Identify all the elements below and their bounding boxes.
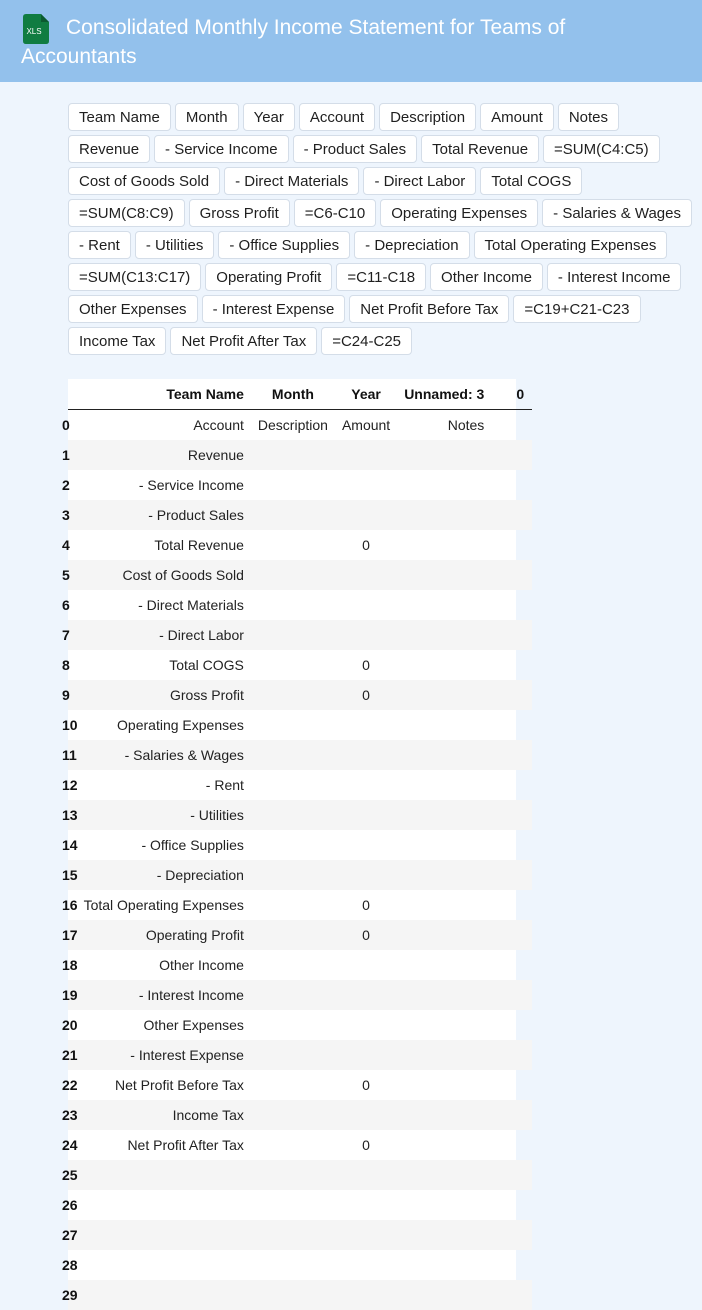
table-cell: 0 [336, 530, 398, 560]
row-index-label: 21 [62, 1047, 78, 1063]
table-cell [398, 800, 510, 830]
row-index-label: 14 [62, 837, 78, 853]
table-cell [510, 470, 532, 500]
table-cell [510, 1100, 532, 1130]
table-cell [252, 1190, 336, 1220]
table-cell: - Depreciation [78, 860, 252, 890]
table-row [68, 1070, 532, 1100]
table-cell [398, 1070, 510, 1100]
table-cell [252, 1070, 336, 1100]
table-cell [398, 890, 510, 920]
table-cell [398, 500, 510, 530]
table-cell [510, 710, 532, 740]
row-index-label: 19 [62, 987, 78, 1003]
row-index [68, 650, 78, 680]
table-cell [398, 1220, 510, 1250]
table-cell [510, 920, 532, 950]
column-chip[interactable]: - Office Supplies [218, 231, 350, 259]
column-chip[interactable]: Team Name [68, 103, 171, 131]
table-cell: Amount [336, 410, 398, 441]
table-cell [398, 740, 510, 770]
column-chip[interactable]: =C11-C18 [336, 263, 426, 291]
column-chip[interactable]: Net Profit After Tax [170, 327, 317, 355]
table-cell [252, 710, 336, 740]
table-cell [336, 980, 398, 1010]
table-cell [398, 1250, 510, 1280]
table-cell [510, 590, 532, 620]
table-cell [398, 1190, 510, 1220]
table-cell: Total Operating Expenses [78, 890, 252, 920]
table-cell [78, 1190, 252, 1220]
table-cell: Notes [398, 410, 510, 441]
table-cell [510, 650, 532, 680]
column-chip[interactable]: =SUM(C8:C9) [68, 199, 185, 227]
row-index [68, 860, 78, 890]
table-cell: Revenue [78, 440, 252, 470]
row-index-label: 8 [62, 657, 70, 673]
table-cell: Net Profit Before Tax [78, 1070, 252, 1100]
table-cell [336, 590, 398, 620]
row-index-label: 25 [62, 1167, 78, 1183]
table-cell: - Product Sales [78, 500, 252, 530]
column-chip[interactable]: - Salaries & Wages [542, 199, 692, 227]
column-chip[interactable]: =C19+C21-C23 [513, 295, 640, 323]
table-body [68, 410, 532, 1310]
table-cell [78, 1280, 252, 1310]
row-index [68, 620, 78, 650]
table-cell [336, 500, 398, 530]
table-cell: - Service Income [78, 470, 252, 500]
row-index-label: 29 [62, 1287, 78, 1303]
table-cell [510, 800, 532, 830]
table-cell [336, 800, 398, 830]
row-index-label: 24 [62, 1137, 78, 1153]
column-chip[interactable]: Account [299, 103, 375, 131]
row-index [68, 410, 78, 441]
table-cell: 0 [336, 920, 398, 950]
column-header[interactable] [68, 379, 78, 410]
column-chip[interactable]: - Interest Income [547, 263, 682, 291]
column-chip[interactable]: - Interest Expense [202, 295, 346, 323]
table-cell: - Salaries & Wages [78, 740, 252, 770]
table-cell [336, 470, 398, 500]
row-index-label: 3 [62, 507, 70, 523]
row-index [68, 1160, 78, 1190]
table-cell [252, 1280, 336, 1310]
table-cell [252, 1130, 336, 1160]
column-chip[interactable]: Month [175, 103, 239, 131]
column-chip[interactable]: Description [379, 103, 476, 131]
row-index [68, 890, 78, 920]
row-index [68, 1100, 78, 1130]
table-cell [398, 620, 510, 650]
table-cell [252, 620, 336, 650]
table-cell: - Office Supplies [78, 830, 252, 860]
row-index [68, 770, 78, 800]
column-chip[interactable]: =SUM(C13:C17) [68, 263, 201, 291]
table-cell [398, 1160, 510, 1190]
column-chip[interactable]: Year [243, 103, 295, 131]
page-title: Consolidated Monthly Income Statement for Teams of Accountants [21, 13, 641, 71]
table-cell [510, 740, 532, 770]
table-cell [398, 980, 510, 1010]
row-index-label: 16 [62, 897, 78, 913]
row-index [68, 710, 78, 740]
table-cell: Account [78, 410, 252, 441]
column-chip[interactable]: Net Profit Before Tax [349, 295, 509, 323]
row-index [68, 1010, 78, 1040]
column-chip[interactable]: - Product Sales [293, 135, 418, 163]
table-cell [78, 1160, 252, 1190]
table-cell: Operating Expenses [78, 710, 252, 740]
row-index [68, 590, 78, 620]
table-cell: Cost of Goods Sold [78, 560, 252, 590]
column-chip[interactable]: =SUM(C4:C5) [543, 135, 660, 163]
column-chip[interactable]: - Service Income [154, 135, 289, 163]
row-index-label: 4 [62, 537, 70, 553]
table-cell [252, 440, 336, 470]
row-index [68, 440, 78, 470]
table-row [68, 1100, 532, 1130]
row-index-label: 22 [62, 1077, 78, 1093]
table-header-row [68, 379, 532, 410]
table-cell [510, 1190, 532, 1220]
table-cell [252, 950, 336, 980]
row-index-label: 9 [62, 687, 70, 703]
table-row [68, 560, 532, 590]
column-header[interactable]: Month [252, 379, 336, 410]
table-cell [252, 560, 336, 590]
table-row [68, 710, 532, 740]
table-cell [510, 1250, 532, 1280]
table-cell [398, 560, 510, 590]
table-cell: - Rent [78, 770, 252, 800]
table-cell [336, 1220, 398, 1250]
table-cell [252, 830, 336, 860]
row-index [68, 1250, 78, 1280]
table-row [68, 740, 532, 770]
table-row [68, 770, 532, 800]
table-cell [336, 1190, 398, 1220]
column-chip[interactable]: Operating Expenses [380, 199, 538, 227]
table-cell [336, 830, 398, 860]
table-cell [252, 1040, 336, 1070]
table-row [68, 590, 532, 620]
row-index-label: 18 [62, 957, 78, 973]
column-header[interactable]: Team Name [78, 379, 252, 410]
table-cell [510, 410, 532, 441]
table-cell: Total Revenue [78, 530, 252, 560]
table-cell [336, 950, 398, 980]
table-cell [510, 860, 532, 890]
table-row [68, 1010, 532, 1040]
row-index-label: 6 [62, 597, 70, 613]
table-cell [336, 1250, 398, 1280]
table-cell [510, 440, 532, 470]
table-cell [398, 470, 510, 500]
table-row [68, 1280, 532, 1310]
row-index [68, 740, 78, 770]
table-cell [510, 830, 532, 860]
svg-text:XLS: XLS [26, 27, 41, 36]
table-cell [252, 1100, 336, 1130]
table-cell [398, 860, 510, 890]
table-cell [336, 1010, 398, 1040]
table-cell [398, 950, 510, 980]
table-cell [510, 500, 532, 530]
column-chip-list [68, 103, 702, 355]
column-chip[interactable]: - Direct Labor [363, 167, 476, 195]
table-cell: 0 [336, 680, 398, 710]
table-cell [398, 530, 510, 560]
column-chip[interactable]: Total Revenue [421, 135, 539, 163]
table-cell [510, 1010, 532, 1040]
row-index-label: 15 [62, 867, 78, 883]
table-cell [336, 1160, 398, 1190]
row-index [68, 530, 78, 560]
table-cell [398, 920, 510, 950]
column-header[interactable]: 0 [510, 379, 532, 410]
row-index [68, 920, 78, 950]
table-row [68, 620, 532, 650]
table-cell [336, 860, 398, 890]
row-index [68, 680, 78, 710]
table-cell [336, 710, 398, 740]
table-cell [252, 650, 336, 680]
table-cell [78, 1220, 252, 1250]
row-index-label: 26 [62, 1197, 78, 1213]
table-cell [252, 680, 336, 710]
table-cell [510, 980, 532, 1010]
column-chip[interactable]: =C24-C25 [321, 327, 412, 355]
table-cell [510, 1220, 532, 1250]
column-chip[interactable]: Revenue [68, 135, 150, 163]
table-cell: Description [252, 410, 336, 441]
row-index-label: 10 [62, 717, 78, 733]
row-index [68, 1040, 78, 1070]
column-chip[interactable]: Cost of Goods Sold [68, 167, 220, 195]
table-cell [252, 500, 336, 530]
table-row [68, 1160, 532, 1190]
table-cell [398, 830, 510, 860]
column-chip[interactable]: =C6-C10 [294, 199, 376, 227]
row-index-label: 2 [62, 477, 70, 493]
table-row [68, 470, 532, 500]
row-index-label: 27 [62, 1227, 78, 1243]
table-cell: - Interest Income [78, 980, 252, 1010]
table-cell [252, 530, 336, 560]
row-index-label: 7 [62, 627, 70, 643]
row-index-label: 17 [62, 927, 78, 943]
column-chip[interactable]: - Depreciation [354, 231, 469, 259]
table-cell: - Utilities [78, 800, 252, 830]
table-row [68, 1130, 532, 1160]
column-chip[interactable]: - Utilities [135, 231, 215, 259]
table-cell [252, 800, 336, 830]
table-cell [252, 470, 336, 500]
row-index-label: 1 [62, 447, 70, 463]
data-table-container[interactable] [68, 379, 516, 1292]
table-cell [398, 1100, 510, 1130]
table-cell [78, 1250, 252, 1280]
table-row [68, 680, 532, 710]
table-cell [252, 1160, 336, 1190]
row-index [68, 1280, 78, 1310]
table-cell: Operating Profit [78, 920, 252, 950]
table-cell [510, 620, 532, 650]
table-cell [510, 680, 532, 710]
table-cell [510, 770, 532, 800]
table-row [68, 860, 532, 890]
table-row [68, 1040, 532, 1070]
table-cell [398, 770, 510, 800]
row-index-label: 20 [62, 1017, 78, 1033]
table-cell [510, 890, 532, 920]
table-row [68, 500, 532, 530]
table-row [68, 920, 532, 950]
column-chip[interactable]: Notes [558, 103, 619, 131]
table-cell [336, 740, 398, 770]
table-cell [398, 680, 510, 710]
row-index [68, 560, 78, 590]
table-cell: 0 [336, 650, 398, 680]
table-cell [336, 560, 398, 590]
table-cell [398, 710, 510, 740]
table-row [68, 950, 532, 980]
row-index [68, 950, 78, 980]
table-row [68, 410, 532, 441]
table-cell: - Direct Labor [78, 620, 252, 650]
table-cell: - Interest Expense [78, 1040, 252, 1070]
table-row [68, 1190, 532, 1220]
column-chip[interactable]: - Rent [68, 231, 131, 259]
column-chip[interactable]: Other Expenses [68, 295, 198, 323]
table-cell [336, 440, 398, 470]
table-cell [336, 1280, 398, 1310]
table-cell: Total COGS [78, 650, 252, 680]
table-cell [510, 560, 532, 590]
table-cell [336, 620, 398, 650]
table-cell [510, 1160, 532, 1190]
table-row [68, 440, 532, 470]
table-row [68, 890, 532, 920]
table-cell: 0 [336, 1130, 398, 1160]
table-row [68, 530, 532, 560]
table-cell [398, 650, 510, 680]
table-cell [252, 740, 336, 770]
column-chip[interactable]: Total Operating Expenses [474, 231, 668, 259]
row-index [68, 1070, 78, 1100]
table-cell [336, 1100, 398, 1130]
table-cell [398, 1040, 510, 1070]
table-cell [252, 890, 336, 920]
row-index-label: 0 [62, 417, 70, 433]
row-index [68, 1190, 78, 1220]
table-cell: Other Income [78, 950, 252, 980]
table-cell: 0 [336, 890, 398, 920]
table-cell: 0 [336, 1070, 398, 1100]
table-cell [252, 860, 336, 890]
table-cell [252, 980, 336, 1010]
table-cell [398, 1280, 510, 1310]
row-index-label: 12 [62, 777, 78, 793]
column-chip[interactable]: Income Tax [68, 327, 166, 355]
column-chip[interactable]: Gross Profit [189, 199, 290, 227]
table-cell [336, 1040, 398, 1070]
column-chip[interactable]: - Direct Materials [224, 167, 359, 195]
column-chip[interactable]: Total COGS [480, 167, 582, 195]
column-header[interactable]: Unnamed: 3 [398, 379, 510, 410]
table-cell [336, 770, 398, 800]
row-index [68, 1130, 78, 1160]
row-index-label: 28 [62, 1257, 78, 1273]
table-cell [510, 1070, 532, 1100]
table-cell [510, 1130, 532, 1160]
column-header[interactable]: Year [336, 379, 398, 410]
table-cell [252, 1220, 336, 1250]
table-cell [510, 1280, 532, 1310]
row-index-label: 5 [62, 567, 70, 583]
table-cell: Other Expenses [78, 1010, 252, 1040]
table-row [68, 830, 532, 860]
row-index-label: 13 [62, 807, 78, 823]
data-table [68, 379, 532, 1310]
table-cell [398, 590, 510, 620]
table-cell [510, 1040, 532, 1070]
row-index-label: 23 [62, 1107, 78, 1123]
page-header [0, 0, 702, 82]
table-cell [252, 1250, 336, 1280]
table-row [68, 650, 532, 680]
table-cell: Gross Profit [78, 680, 252, 710]
table-row [68, 980, 532, 1010]
table-cell [398, 440, 510, 470]
table-cell: Income Tax [78, 1100, 252, 1130]
row-index-label: 11 [62, 747, 77, 763]
column-chip[interactable]: Other Income [430, 263, 543, 291]
column-chip[interactable]: Operating Profit [205, 263, 332, 291]
table-cell: - Direct Materials [78, 590, 252, 620]
table-cell [252, 1010, 336, 1040]
row-index [68, 980, 78, 1010]
table-cell [252, 770, 336, 800]
row-index [68, 1220, 78, 1250]
row-index [68, 500, 78, 530]
table-cell [252, 920, 336, 950]
table-cell [510, 950, 532, 980]
table-row [68, 800, 532, 830]
row-index [68, 800, 78, 830]
table-cell: Net Profit After Tax [78, 1130, 252, 1160]
row-index [68, 830, 78, 860]
table-cell [510, 530, 532, 560]
table-row [68, 1220, 532, 1250]
table-cell [252, 590, 336, 620]
table-cell [398, 1130, 510, 1160]
table-row [68, 1250, 532, 1280]
row-index [68, 470, 78, 500]
table-cell [398, 1010, 510, 1040]
column-chip[interactable]: Amount [480, 103, 554, 131]
